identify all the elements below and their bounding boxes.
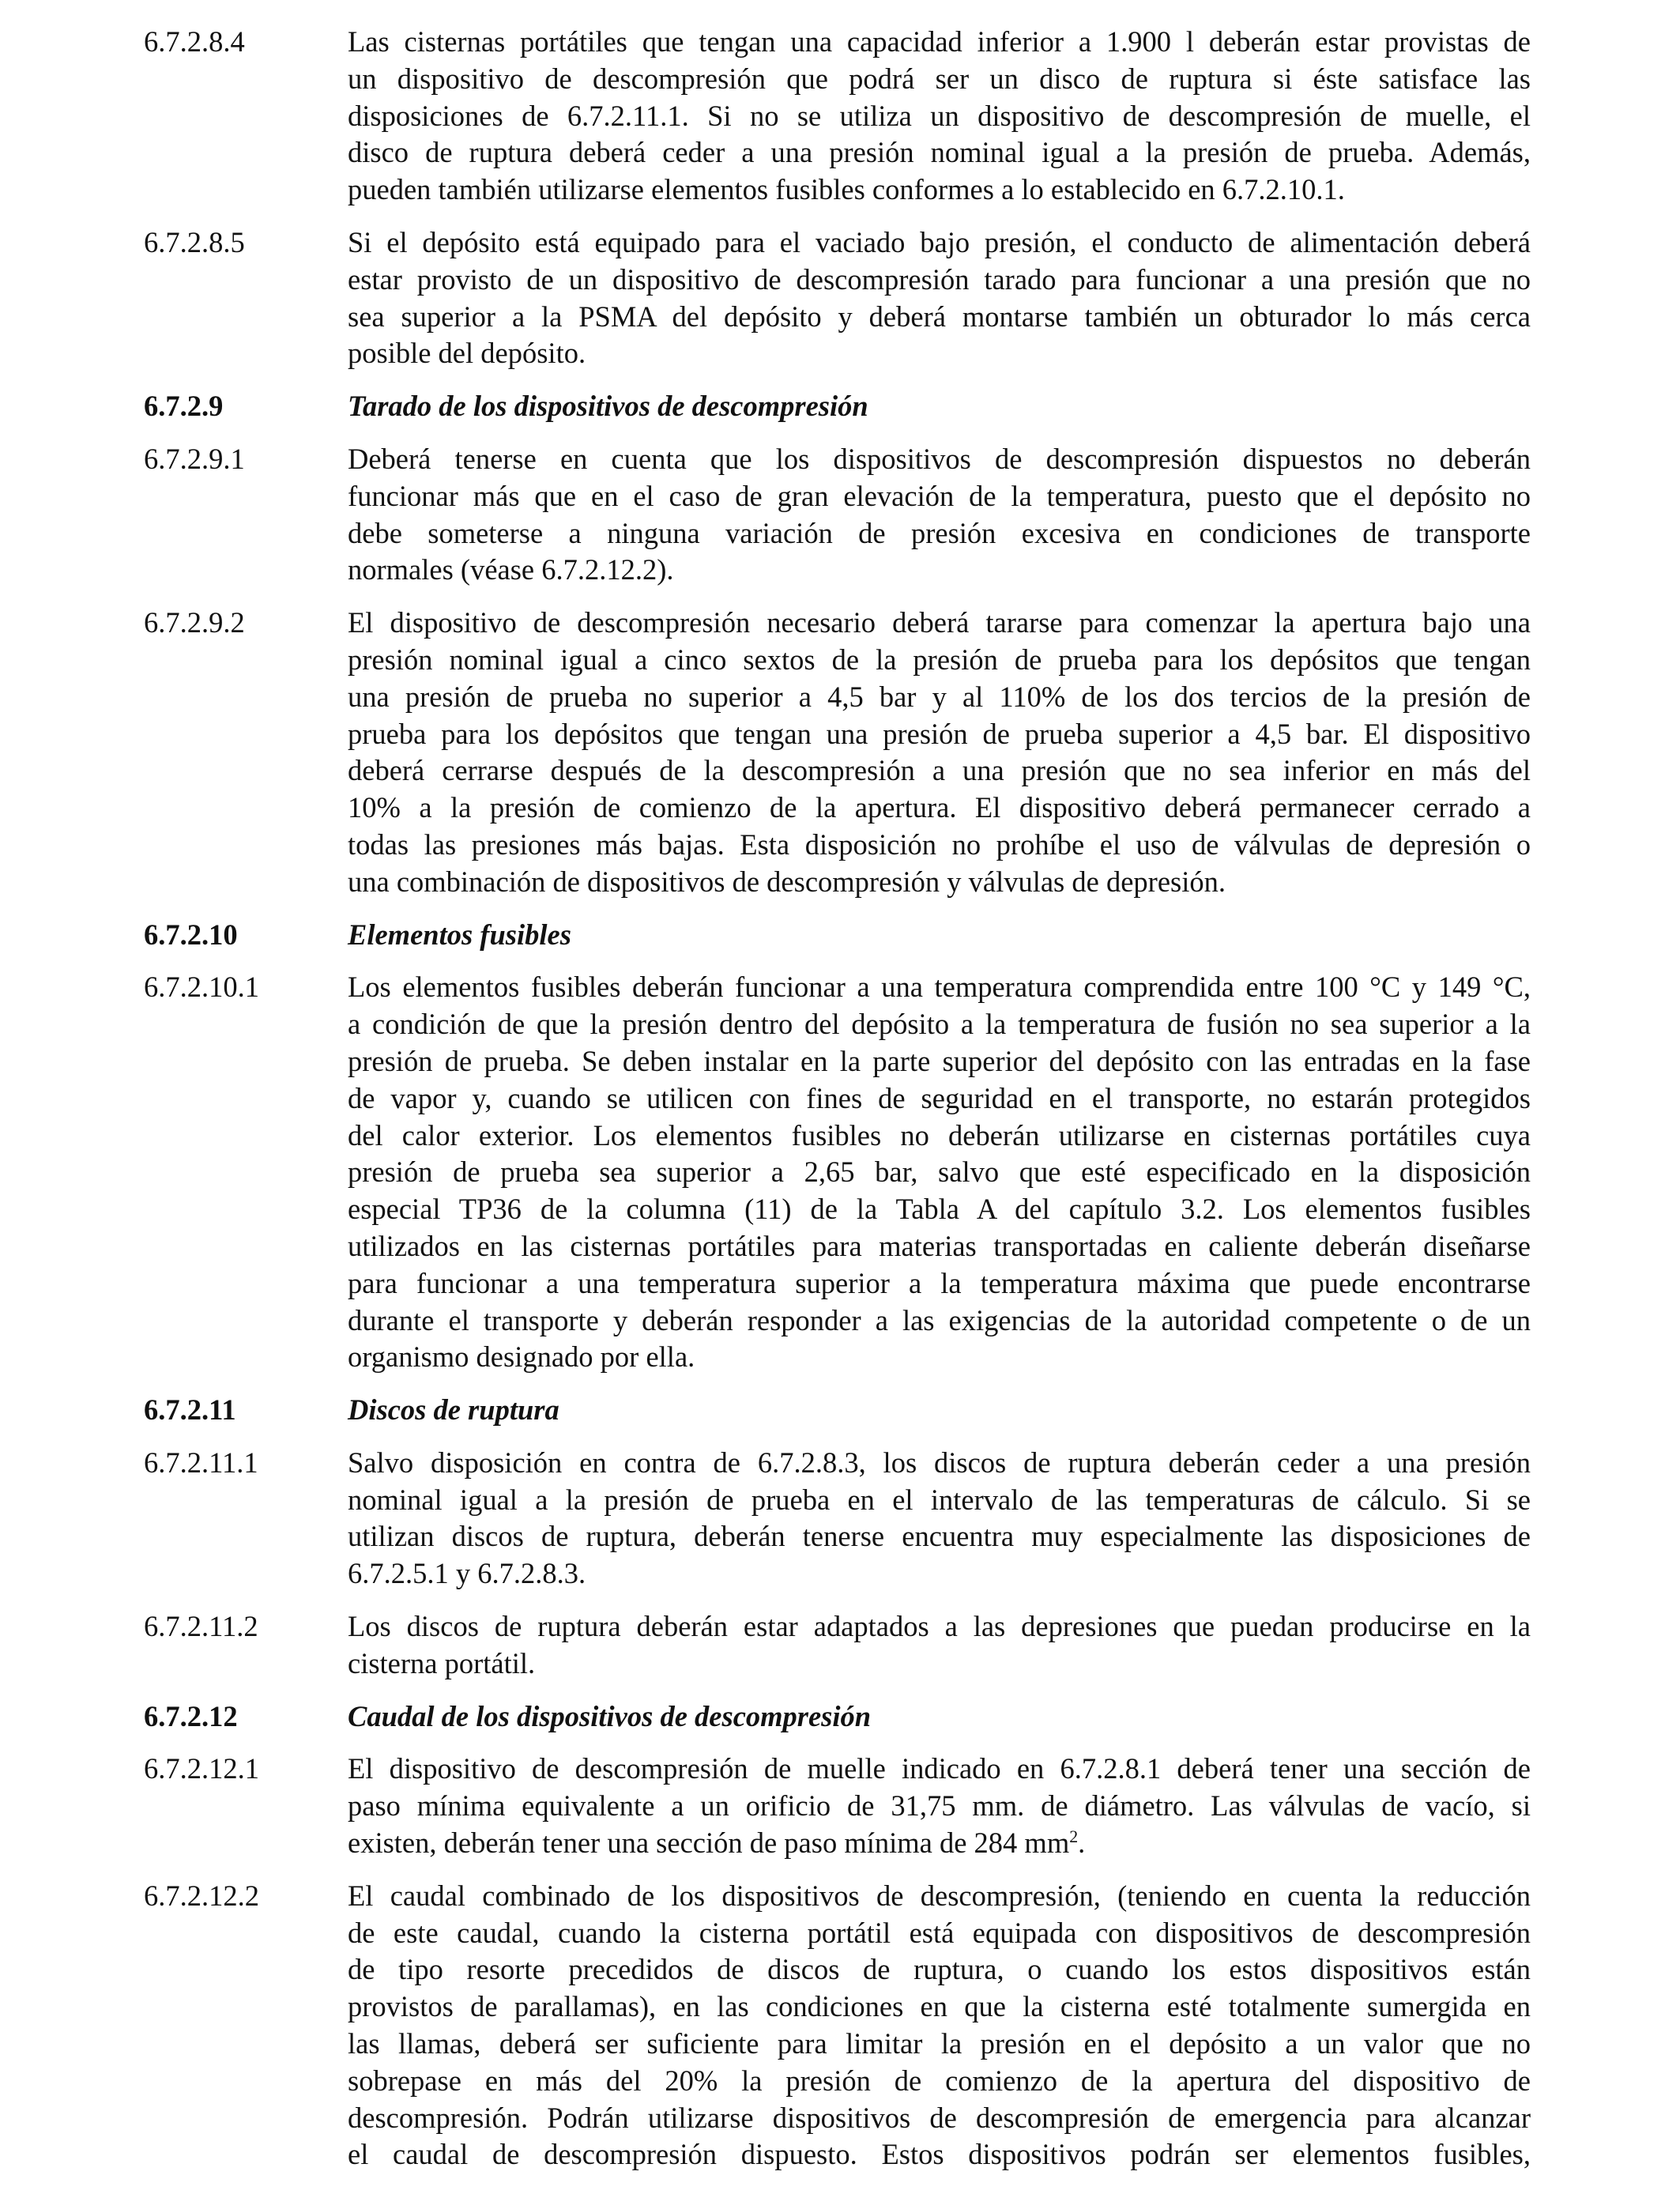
text-line: 10% a la presión de comienzo de la apertura. El dispositivo deberá permanecer cerrado a <box>348 791 1531 824</box>
text-line: durante el transporte y deberán responder a las exigencias de la autoridad competente o de un <box>348 1303 1531 1336</box>
text-line: 6.7.2.5.1 y 6.7.2.8.3. <box>348 1557 586 1590</box>
clause-paragraph <box>144 1608 1531 1683</box>
document-page <box>144 24 1531 2189</box>
clause-number: 6.7.2.11.2 <box>144 1610 258 1643</box>
text-line: normales (véase 6.7.2.12.2). <box>348 553 674 586</box>
text-line: a condición de que la presión dentro del depósito a la temperatura de fusión no sea superior a la <box>348 1008 1531 1041</box>
text-line: una combinación de dispositivos de descompresión y válvulas de depresión. <box>348 865 1226 898</box>
text-line: cisterna portátil. <box>348 1646 536 1679</box>
text-line: utilizan discos de ruptura, deberán tenerse encuentra muy especialmente las disposiciones de <box>348 1520 1531 1553</box>
text-line: de tipo resorte precedidos de discos de ruptura, o cuando los estos dispositivos están <box>348 1953 1531 1986</box>
text-line: provistos de parallamas), en las condiciones en que la cisterna esté totalmente sumergida en <box>348 1990 1531 2023</box>
text-line: presión de prueba sea superior a 2,65 bar, salvo que esté especificado en la disposición <box>348 1155 1531 1189</box>
section-number: 6.7.2.10 <box>144 918 238 951</box>
clause-text <box>348 605 1531 900</box>
text-line: disco de ruptura deberá ceder a una presión nominal igual a la presión de prueba. Además, <box>348 136 1531 169</box>
clause-paragraph <box>144 441 1531 589</box>
text-line: organismo designado por ella. <box>348 1340 695 1374</box>
clause-number: 6.7.2.10.1 <box>144 971 259 1004</box>
text-line: las llamas, deberá ser suficiente para limitar la presión en el depósito a un valor que no <box>348 2027 1531 2060</box>
text-line: Caudal de los dispositivos de descompresión <box>348 1699 872 1732</box>
text-line: descompresión. Podrán utilizarse dispositivos de descompresión de emergencia para alcanzar <box>348 2101 1531 2134</box>
clause-text <box>348 441 1531 589</box>
section-title <box>348 1698 1531 1736</box>
clause-paragraph <box>144 1445 1531 1593</box>
section-title <box>348 388 1531 425</box>
text-line: todas las presiones más bajas. Esta disposición no prohíbe el uso de válvulas de depresión o <box>348 827 1531 861</box>
text-line: debe someterse a ninguna variación de presión excesiva en condiciones de transporte <box>348 516 1531 549</box>
section-heading <box>144 1392 1531 1429</box>
text-line: para funcionar a una temperatura superior a la temperatura máxima que puede encontrarse <box>348 1266 1531 1299</box>
text-line <box>348 1825 1531 1862</box>
text-line: especial TP36 de la columna (11) de la Tabla A del capítulo 3.2. Los elementos fusibles <box>348 1193 1531 1226</box>
text-line: Las cisternas portátiles que tengan una capacidad inferior a 1.900 l deberán estar provistas de <box>348 25 1531 58</box>
text-line: del calor exterior. Los elementos fusibles no deberán utilizarse en cisternas portátiles cuya <box>348 1118 1531 1152</box>
text-line-content: existen, deberán tener una sección de paso mínima de 284 mm <box>348 1826 1070 1860</box>
text-line: El dispositivo de descompresión de muelle indicado en 6.7.2.8.1 deberá tener una sección de <box>348 1752 1531 1785</box>
text-line: Deberá tenerse en cuenta que los dispositivos de descompresión dispuestos no deberán <box>348 442 1531 475</box>
text-line: Tarado de los dispositivos de descompresión <box>348 390 868 423</box>
text-line: presión de prueba. Se deben instalar en la parte superior del depósito con las entradas en la fase <box>348 1044 1531 1077</box>
clause-text <box>348 1751 1531 1861</box>
text-line: posible del depósito. <box>348 337 586 370</box>
clause-paragraph <box>144 969 1531 1376</box>
text-line: deberá cerrarse después de la descompresión a una presión que no sea inferior en más del <box>348 754 1531 787</box>
clause-paragraph <box>144 24 1531 209</box>
text-line: El dispositivo de descompresión necesario deberá tararse para comenzar la apertura bajo una <box>348 606 1531 639</box>
text-line: nominal igual a la presión de prueba en el intervalo de las temperaturas de cálculo. Si se <box>348 1483 1531 1516</box>
text-line: Si el depósito está equipado para el vaciado bajo presión, el conducto de alimentación deberá <box>348 225 1531 258</box>
section-heading <box>144 388 1531 425</box>
clause-text <box>348 1445 1531 1593</box>
text-line-tail: . <box>1078 1826 1086 1860</box>
text-line: Salvo disposición en contra de 6.7.2.8.3, los discos de ruptura deberán ceder a una presión <box>348 1446 1531 1479</box>
text-line: Elementos fusibles <box>348 918 571 951</box>
clause-paragraph <box>144 605 1531 900</box>
text-line: un dispositivo de descompresión que podrá ser un disco de ruptura si éste satisface las <box>348 62 1531 95</box>
clause-paragraph <box>144 224 1531 372</box>
clause-text <box>348 1608 1531 1683</box>
text-line: sobrepase en más del 20% la presión de comienzo de la apertura del dispositivo de <box>348 2064 1531 2097</box>
clause-number: 6.7.2.8.4 <box>144 25 245 58</box>
section-heading <box>144 917 1531 954</box>
clause-number: 6.7.2.9.2 <box>144 606 245 639</box>
section-number: 6.7.2.11 <box>144 1393 236 1427</box>
clause-text <box>348 224 1531 372</box>
superscript: 2 <box>1069 1826 1079 1846</box>
text-line: estar provisto de un dispositivo de descompresión tarado para funcionar a una presión que no <box>348 262 1531 296</box>
text-line: prueba para los depósitos que tengan una presión de prueba superior a 4,5 bar. El dispositivo <box>348 717 1531 750</box>
text-line: sea superior a la PSMA del depósito y deberá montarse también un obturador lo más cerca <box>348 300 1531 333</box>
clause-paragraph <box>144 1751 1531 1861</box>
text-line: Discos de ruptura <box>348 1393 559 1427</box>
text-line: de vapor y, cuando se utilicen con fines de seguridad en el transporte, no estarán protegidos <box>348 1081 1531 1114</box>
clause-number: 6.7.2.12.1 <box>144 1752 259 1785</box>
section-heading <box>144 1698 1531 1736</box>
text-line: Los discos de ruptura deberán estar adaptados a las depresiones que puedan producirse en la <box>348 1610 1531 1643</box>
text-line: el caudal de descompresión dispuesto. Estos dispositivos podrán ser elementos fusibles, <box>348 2138 1531 2171</box>
text-line: de este caudal, cuando la cisterna portátil está equipada con dispositivos de descompresión <box>348 1916 1531 1949</box>
clause-number: 6.7.2.8.5 <box>144 225 245 258</box>
clause-text <box>348 969 1531 1376</box>
clause-number: 6.7.2.12.2 <box>144 1879 259 1912</box>
text-line: Los elementos fusibles deberán funcionar a una temperatura comprendida entre 100 °C y 149 °C, <box>348 971 1531 1004</box>
text-line: funcionar más que en el caso de gran elevación de la temperatura, puesto que el depósito no <box>348 479 1531 512</box>
text-line: paso mínima equivalente a un orificio de 31,75 mm. de diámetro. Las válvulas de vacío, si <box>348 1789 1531 1823</box>
clause-paragraph <box>144 1878 1531 2173</box>
text-line: presión nominal igual a cinco sextos de la presión de prueba para los depósitos que tengan <box>348 643 1531 676</box>
clause-text <box>348 24 1531 209</box>
section-title <box>348 1392 1531 1429</box>
clause-number: 6.7.2.11.1 <box>144 1446 258 1479</box>
text-line: pueden también utilizarse elementos fusibles conformes a lo establecido en 6.7.2.10.1. <box>348 173 1345 206</box>
text-line: utilizados en las cisternas portátiles para materias transportadas en caliente deberán diseñarse <box>348 1229 1531 1262</box>
section-number: 6.7.2.9 <box>144 390 224 423</box>
clause-number: 6.7.2.9.1 <box>144 442 245 475</box>
clause-text <box>348 1878 1531 2173</box>
text-line: disposiciones de 6.7.2.11.1. Si no se utiliza un dispositivo de descompresión de muelle, el <box>348 99 1531 132</box>
section-title <box>348 917 1531 954</box>
text-line: una presión de prueba no superior a 4,5 bar y al 110% de los dos tercios de la presión de <box>348 680 1531 713</box>
section-number: 6.7.2.12 <box>144 1699 238 1732</box>
text-line: El caudal combinado de los dispositivos de descompresión, (teniendo en cuenta la reducción <box>348 1879 1531 1912</box>
